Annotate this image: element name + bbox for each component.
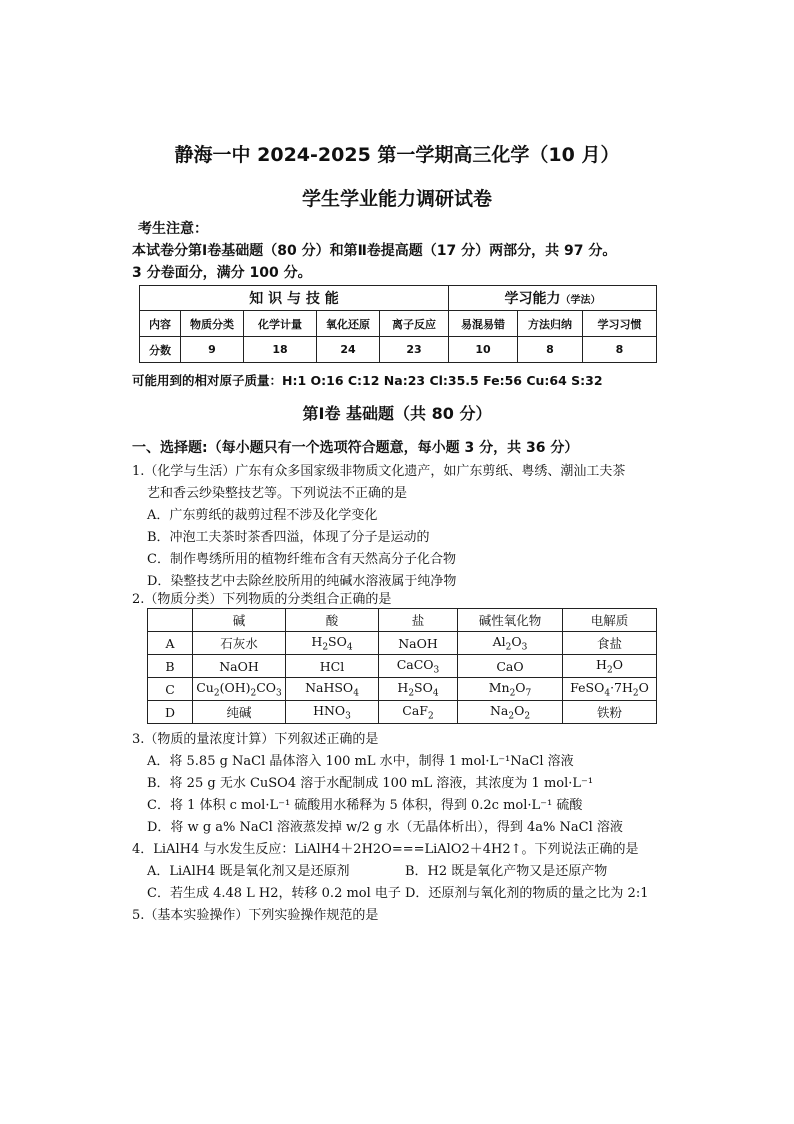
q4-option-b: B．H2 既是氧化产物又是还原产物 (405, 864, 608, 879)
q1-option-c: C．制作粤绣所用的植物纤维布含有天然高分子化合物 (147, 552, 456, 567)
q3-option-c: C．将 1 体积 c mol·L⁻¹ 硫酸用水稀释为 5 体积，得到 0.2c mol·L⁻¹ 硫酸 (147, 798, 583, 813)
group-learning-ability: 学习能力（学法） (449, 286, 657, 311)
table-row: A 石灰水 $H_2SO_4$ NaOH $Al_2O_3$ 食盐 (148, 632, 657, 655)
q1-option-d: D．染整技艺中去除丝胶所用的纯碱水溶液属于纯净物 (147, 574, 457, 589)
q3-option-a: A．将 5.85 g NaCl 晶体溶入 100 mL 水中，制得 1 mol·L⁻¹NaCl 溶液 (147, 754, 574, 769)
q4-option-d: D．还原剂与氧化剂的物质的量之比为 2:1 (405, 886, 649, 901)
q1-stem-2: 艺和香云纱染整技艺等。下列说法不正确的是 (147, 486, 408, 501)
q4-option-c: C．若生成 4.48 L H2，转移 0.2 mol 电子 (147, 886, 401, 901)
q5-stem: 5.（基本实验操作）下列实验操作规范的是 (132, 908, 379, 923)
table-row: 碱 酸 盐 碱性氧化物 电解质 (148, 609, 657, 632)
notice-line-1: 本试卷分第Ⅰ卷基础题（80 分）和第Ⅱ卷提高题（17 分）两部分，共 97 分。 (132, 243, 617, 259)
q3-option-d: D．将 w g a% NaCl 溶液蒸发掉 w/2 g 水（无晶体析出），得到 4a% NaCl 溶液 (147, 820, 623, 835)
exam-subtitle: 学生学业能力调研试卷 (301, 188, 492, 210)
section-title: 第Ⅰ卷 基础题（共 80 分） (302, 404, 492, 423)
score-distribution-table (139, 285, 657, 363)
table-row: C $Cu_2(OH)_2CO_3$ NaHSO$_4$ $H_2SO_4$ $Mn_2O_7$ $FeSO_4\cdot 7H_2O$ (148, 678, 657, 701)
classification-table (147, 608, 657, 724)
q3-stem: 3.（物质的量浓度计算）下列叙述正确的是 (132, 732, 379, 747)
q2-stem: 2.（物质分类）下列物质的分类组合正确的是 (132, 592, 392, 607)
table-row: B NaOH HCl CaCO$_3$ CaO $H_2O$ (148, 655, 657, 678)
q1-option-b: B．冲泡工夫茶时茶香四溢，体现了分子是运动的 (147, 530, 430, 545)
q4-option-a: A．LiAlH4 既是氧化剂又是还原剂 (147, 864, 350, 879)
q1-stem-1: 1.（化学与生活）广东有众多国家级非物质文化遗产，如广东剪纸、粤绣、潮汕工夫茶 (132, 464, 626, 479)
table-row: D 纯碱 $HNO_3$ CaF$_2$ $Na_2O_2$ 铁粉 (148, 701, 657, 724)
q4-stem: 4．LiAlH4 与水发生反应：LiAlH4＋2H2O===LiAlO2＋4H2↑。下列说法正确的是 (132, 842, 639, 857)
exam-title: 静海一中 2024-2025 第一学期高三化学（10 月） (174, 144, 620, 166)
atomic-masses: 可能用到的相对原子质量：H:1 O:16 C:12 Na:23 Cl:35.5 Fe:56 Cu:64 S:32 (132, 373, 603, 388)
q1-option-a: A．广东剪纸的裁剪过程不涉及化学变化 (147, 508, 378, 523)
table-row: 内容 物质分类 化学计量 氧化还原 离子反应 易混易错 方法归纳 学习习惯 (140, 311, 657, 337)
table-row: 分数 9 18 24 23 10 8 8 (140, 337, 657, 363)
notice-line-2: 3 分卷面分，满分 100 分。 (132, 265, 312, 281)
group-knowledge-skills: 知 识 与 技 能 (140, 286, 449, 311)
q3-option-b: B．将 25 g 无水 CuSO4 溶于水配制成 100 mL 溶液，其浓度为 1 mol·L⁻¹ (147, 776, 594, 791)
part1-title: 一、选择题:（每小题只有一个选项符合题意，每小题 3 分，共 36 分） (132, 440, 579, 456)
notice-heading: 考生注意： (138, 221, 208, 237)
